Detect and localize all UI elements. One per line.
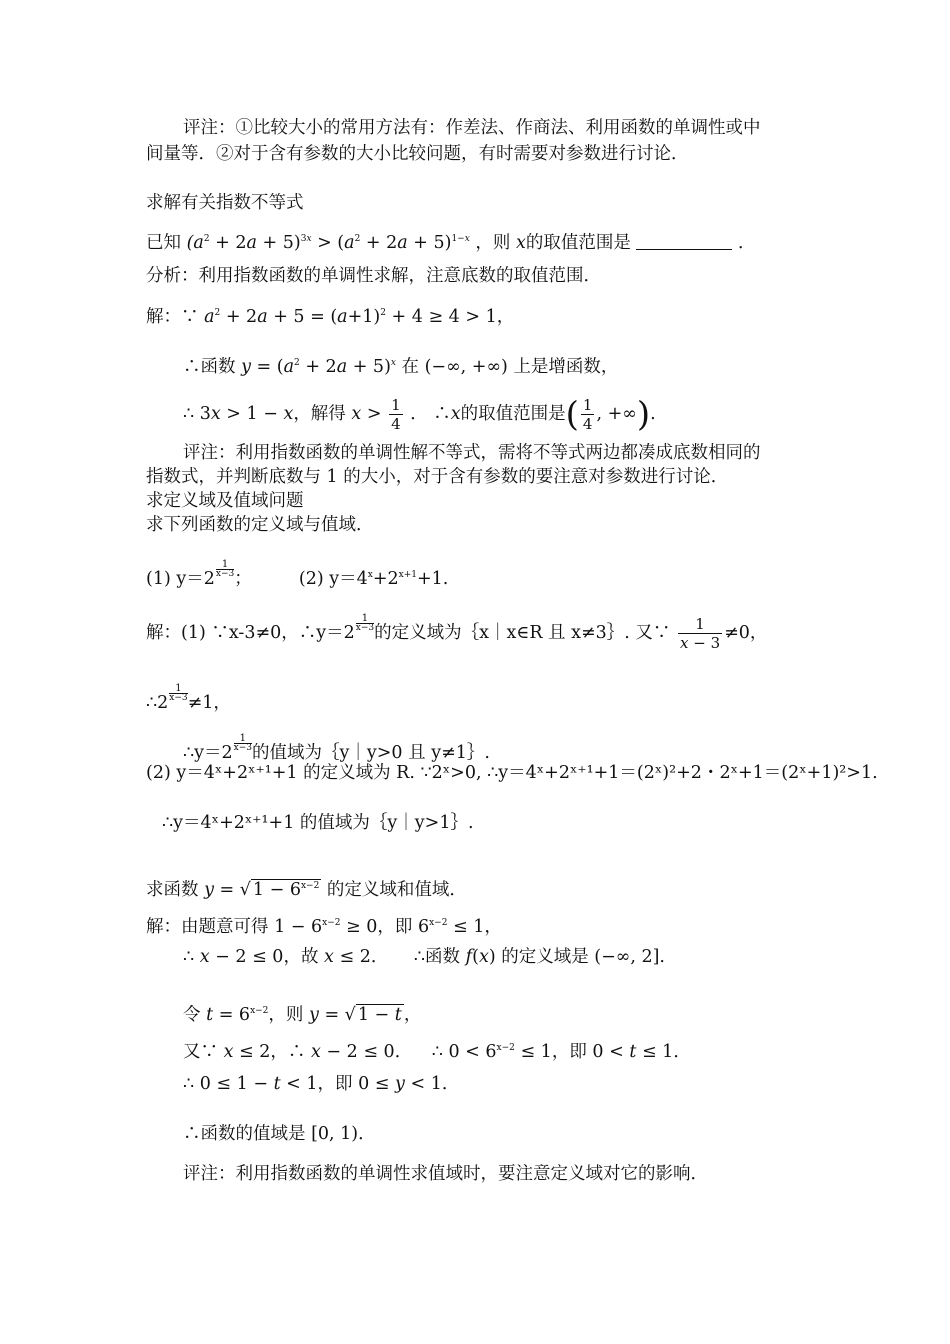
- solution-line-1: 解：∵ $a^2 + 2a + 5 = (a+1)^2 + 4 \ge 4 > 1$，: [146, 307, 515, 327]
- answer-blank[interactable]: [636, 233, 732, 250]
- question-1: 已知 $(a^2 + 2a + 5)^{3x} > (a^2 + 2a + 5)^{1-x}$ ，则 x的取值范围是 ．: [146, 233, 756, 253]
- answer-1-line-1: 解：(1) ∵x-3≠0，∴y＝2 $\frac{1}{x-3}$ 的定义域为｛x｜x∈R 且 x≠3｝. 又∵ $\frac{1}{x - 3}$ ≠0，: [146, 613, 768, 652]
- solution-3-line-2: ∴ x − 2 ≤ 0，故 x ≤ 2． ∴函数 f(x) 的定义域是 (−∞, 2].: [183, 947, 665, 967]
- solution-3-line-1: 解：由题意可得 $1 - 6^{x-2} \ge 0$，即 $6^{x-2} \le 1$，: [146, 917, 502, 937]
- note2-line2: 指数式，并判断底数与 1 的大小，对于含有参数的要注意对参数进行讨论．: [146, 467, 729, 487]
- answer-2-line-1: (2) y＝4ˣ+2ˣ⁺¹+1 的定义域为 R. ∵2ˣ>0, ∴y＝4ˣ+2ˣ⁺¹+1＝(2ˣ)²+2・2ˣ+1＝(2ˣ+1)²>1.: [146, 763, 878, 783]
- solution-3-line-3: 令 $t = 6^{x-2}$，则 y = √ 1 − t ，: [183, 1005, 422, 1025]
- answer-2-line-2: ∴y＝4ˣ+2ˣ⁺¹+1 的值域为｛y｜y>1｝.: [162, 813, 474, 833]
- note1-line1: 评注：①比较大小的常用方法有：作差法、作商法、利用函数的单调性或中: [183, 118, 761, 138]
- answer-1-line-2: ∴2 $\frac{1}{x-3}$ ≠1，: [146, 683, 231, 713]
- solution-3-line-4: 又∵ x ≤ 2，∴ x − 2 ≤ 0． ∴ $0 < 6^{x-2} \le 1$，即 0 < t ≤ 1．: [183, 1042, 691, 1062]
- question-2-items: (1) y＝2 $\frac{1}{x-3}$ ； (2) $y=4^x+2^{x+1}+1$.: [146, 559, 449, 589]
- note3: 评注：利用指数函数的单调性求值域时，要注意定义域对它的影响．: [183, 1164, 708, 1184]
- section-heading-inequality: 求解有关指数不等式: [146, 193, 304, 213]
- answer-1-line-3: ∴y＝2 $\frac{1}{x-3}$ 的值域为｛y｜y>0 且 y≠1｝.: [183, 733, 490, 763]
- note1-line2: 间量等．②对于含有参数的大小比较问题，有时需要对参数进行讨论．: [146, 144, 689, 164]
- solution-line-2: ∴函数 $y = (a^2 + 2a + 5)^x$ 在 (−∞, +∞) 上是增函数，: [183, 357, 619, 377]
- note2-line1: 评注：利用指数函数的单调性解不等式，需将不等式两边都凑成底数相同的: [183, 443, 761, 463]
- solution-3-line-5: ∴ 0 ≤ 1 − t < 1，即 0 ≤ y < 1．: [183, 1074, 460, 1094]
- question-3: 求函数 y = √ $1 - 6^{x-2}$ 的定义域和值域．: [146, 880, 467, 900]
- solution-3-line-6: ∴函数的值域是 [0, 1)．: [183, 1124, 376, 1144]
- question-2: 求下列函数的定义域与值域．: [146, 515, 374, 535]
- section-heading-domain: 求定义域及值域问题: [146, 491, 304, 511]
- solution-line-3: ∴ 3x > 1 − x，解得 x > $\frac{1}{4}$ ． ∴x的取值范围是( $\frac{1}{4}$ , +∞).: [183, 394, 656, 435]
- analysis: 分析：利用指数函数的单调性求解，注意底数的取值范围．: [146, 266, 601, 286]
